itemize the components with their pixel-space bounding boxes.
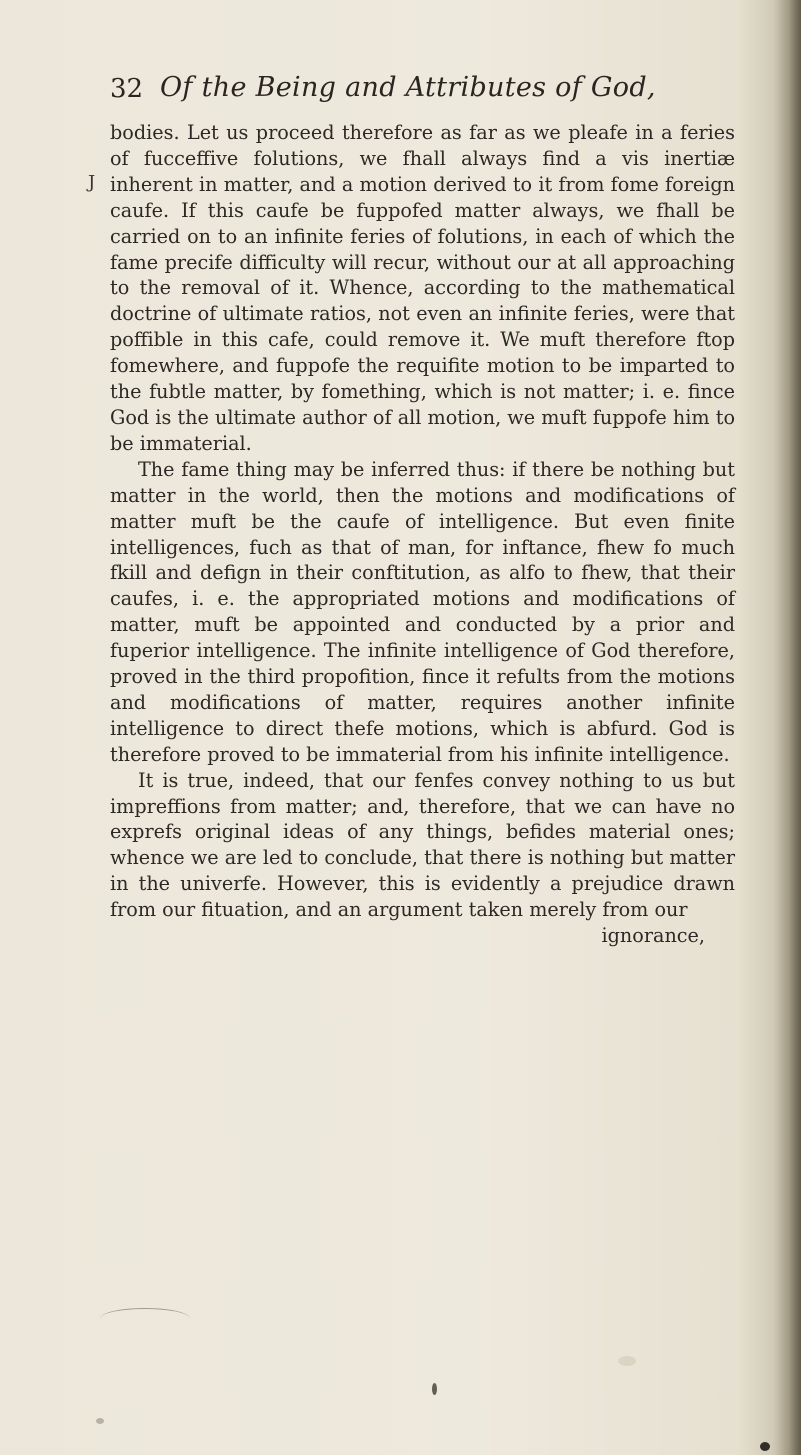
catchword: ignorance, (601, 924, 705, 948)
paragraph-1: bodies. Let us proceed therefore as far as we pleafe in a feries of fucceffive folutions, we fhall always find a vis inertiæ inherent in matter, and a motion derived to it from fome foreign caufe. If this caufe be fuppofed matter always, we fhall be carried on to an infinite feries of folutions, in each of which the fame precife difficulty will recur, without our at all approaching to the removal of it. Whence, according to the mathematical doctrine of ultimate ratios, not even an infinite feries, were that poffible in this cafe, could remove it. We muft therefore ftop fomewhere, and fuppofe the requifite motion to be imparted to the fubtle matter, by fomething, which is not matter; i. e. fince God is the ultimate author of all motion, we muft fuppofe him to be immaterial. (110, 121, 735, 455)
paragraph-2: The fame thing may be inferred thus: if there be nothing but matter in the world, then the motions and modifications of matter muft be the caufe of intelligence. But even finite intelligences, fuch as that of man, for inftance, fhew fo much fkill and defign in their conftitution, as alfo to fhew, that their caufes, i. e. the appropriated motions and modifications of matter, muft be appointed and conducted by a prior and fuperior intelligence. The infinite intelligence of God therefore, proved in the third propofition, fince it refults from the motions and modifications of matter, requires another infinite intelligence to direct thefe motions, which is abfurd. God is therefore proved to be immaterial from his infinite intelligence. (110, 457, 735, 766)
running-title: Of the Being and Attributes of God, (160, 72, 656, 103)
paper-scuff (100, 1308, 190, 1329)
page-number: 32 (110, 74, 144, 104)
ink-spot (432, 1383, 437, 1395)
page-edge-shadow (773, 0, 801, 1455)
margin-mark: J (88, 172, 96, 193)
page-header (110, 68, 750, 112)
paper-stain (618, 1356, 636, 1366)
body-text (110, 120, 735, 949)
paragraph-3: It is true, indeed, that our fenfes convey nothing to us but impreffions from matter; and, therefore, that we can have no exprefs original ideas of any things, befides material ones; whence we are led to conclude, that there is nothing but matter in the univerfe. However, this is evidently a prejudice drawn from our fituation, and an argument taken merely from our (110, 768, 735, 922)
ink-spot (760, 1442, 770, 1451)
ink-spot (96, 1418, 104, 1424)
